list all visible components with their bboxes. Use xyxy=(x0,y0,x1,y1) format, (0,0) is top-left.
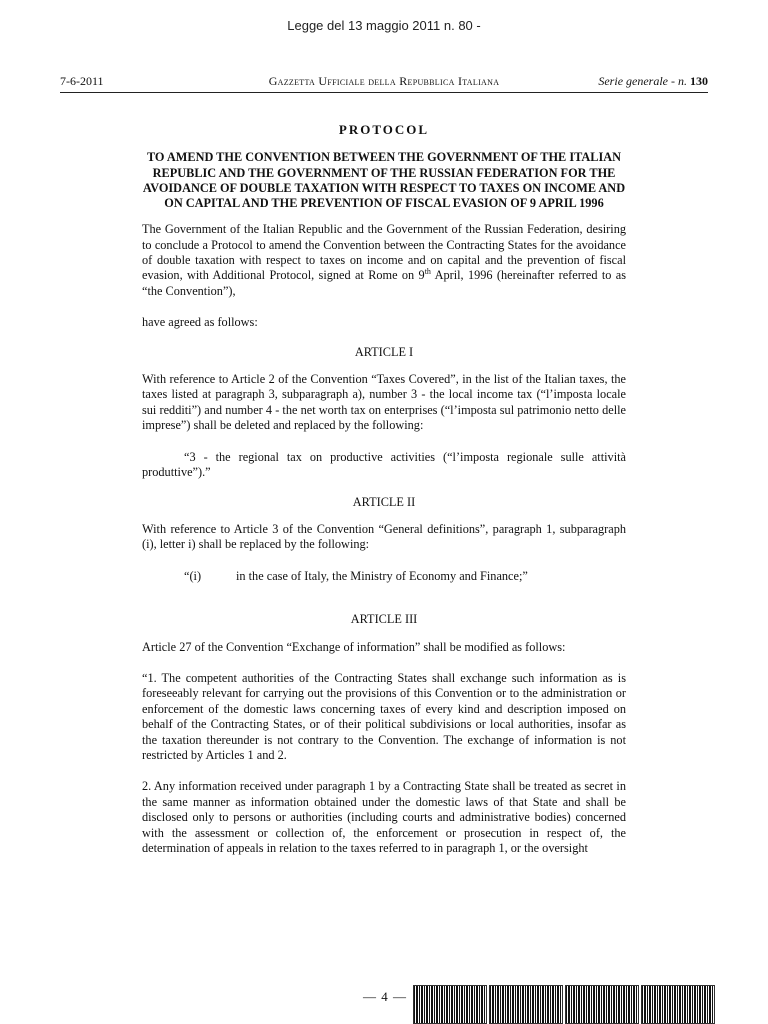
barcode-block xyxy=(413,985,487,1024)
article-2-clause xyxy=(184,569,626,584)
gazette-header xyxy=(60,74,708,93)
article-2-heading: ARTICLE II xyxy=(352,494,416,509)
article-1-quote: “3 - the regional tax on productive activities (“l’imposta regionale sulle attività produttive”).” xyxy=(142,449,626,480)
gazette-issue-number: 130 xyxy=(690,74,708,88)
gazette-date: 7-6-2011 xyxy=(60,74,104,88)
document-body xyxy=(142,122,626,872)
page-number: — 4 — xyxy=(363,989,407,1004)
intro-paragraph xyxy=(142,222,626,299)
top-caption: Legge del 13 maggio 2011 n. 80 - xyxy=(287,18,481,33)
gazette-title: Gazzetta Ufficiale della Repubblica Italiana xyxy=(268,74,500,88)
barcode-block xyxy=(641,985,715,1024)
intro-text-end: April, 1996 (hereinafter referred to as “the Convention”), xyxy=(142,268,626,298)
agreed-line: have agreed as follows: xyxy=(142,315,258,330)
barcode-block xyxy=(565,985,639,1024)
document-subtitle: TO AMEND THE CONVENTION BETWEEN THE GOVERNMENT OF THE ITALIAN REPUBLIC AND THE GOVERNMENT OF THE RUSSIAN FEDERATION FOR THE AVOIDANCE OF DOUBLE TAXATION WITH RESPECT TO TAXES ON INCOME AND ON CAPITAL AND THE PREVENTION OF FISCAL EVASION OF 9 APRIL 1996 xyxy=(142,150,626,211)
gazette-series-label: Serie generale - n. xyxy=(598,74,687,88)
barcode-strip xyxy=(413,985,715,1024)
article-2-body: With reference to Article 3 of the Convention “General definitions”, paragraph 1, subparagraph (i), letter i) shall be replaced by the following: xyxy=(142,521,626,552)
clause-marker: “(i) xyxy=(184,568,202,583)
article-3-paragraph-1: “1. The competent authorities of the Contracting States shall exchange such information as is foreseeably relevant for carrying out the provisions of this Convention or to the administration or enforcement of the domestic laws concerning taxes of every kind and description imposed on behalf of the Contracting States, or of their political subdivisions or local authorities, insofar as the taxation thereunder is not contrary to the Convention. The exchange of information is not restricted by Articles 1 and 2. xyxy=(142,670,626,762)
intro-text: The Government of the Italian Republic and the Government of the Russian Federation, desiring to conclude a Protocol to amend the Convention between the Contracting States for the avoidance of double taxation with respect to taxes on income and on capital and the prevention of fiscal evasion, with Additional Protocol, signed at Rome on 9 xyxy=(142,222,626,283)
article-3-paragraph-2: 2. Any information received under paragraph 1 by a Contracting State shall be treated as secret in the same manner as information obtained under the domestic laws of that State and shall be disclosed only to persons or authorities (including courts and administrative bodies) concerned with the assessment or collection of, the enforcement or prosecution in respect of, the determination of appeals in relation to the taxes referred to in paragraph 1, or the oversight xyxy=(142,779,626,855)
clause-text: in the case of Italy, the Ministry of Economy and Finance;” xyxy=(236,568,528,583)
intro-superscript: th xyxy=(424,267,431,277)
document-title: PROTOCOL xyxy=(338,122,430,137)
gazette-series xyxy=(598,74,708,89)
article-3-body: Article 27 of the Convention “Exchange of information” shall be modified as follows: xyxy=(142,639,566,654)
barcode-block xyxy=(489,985,563,1024)
article-3-heading: ARTICLE III xyxy=(350,612,418,627)
article-1-heading: ARTICLE I xyxy=(354,344,414,359)
article-1-body: With reference to Article 2 of the Convention “Taxes Covered”, in the list of the Italian taxes, the taxes listed at paragraph 3, subparagraph a), number 3 - the local income tax (“l’imposta locale sui redditi”) and number 4 - the net worth tax on enterprises (“l’imposta sul patrimonio netto delle imprese”) shall be deleted and replaced by the following: xyxy=(142,372,626,433)
